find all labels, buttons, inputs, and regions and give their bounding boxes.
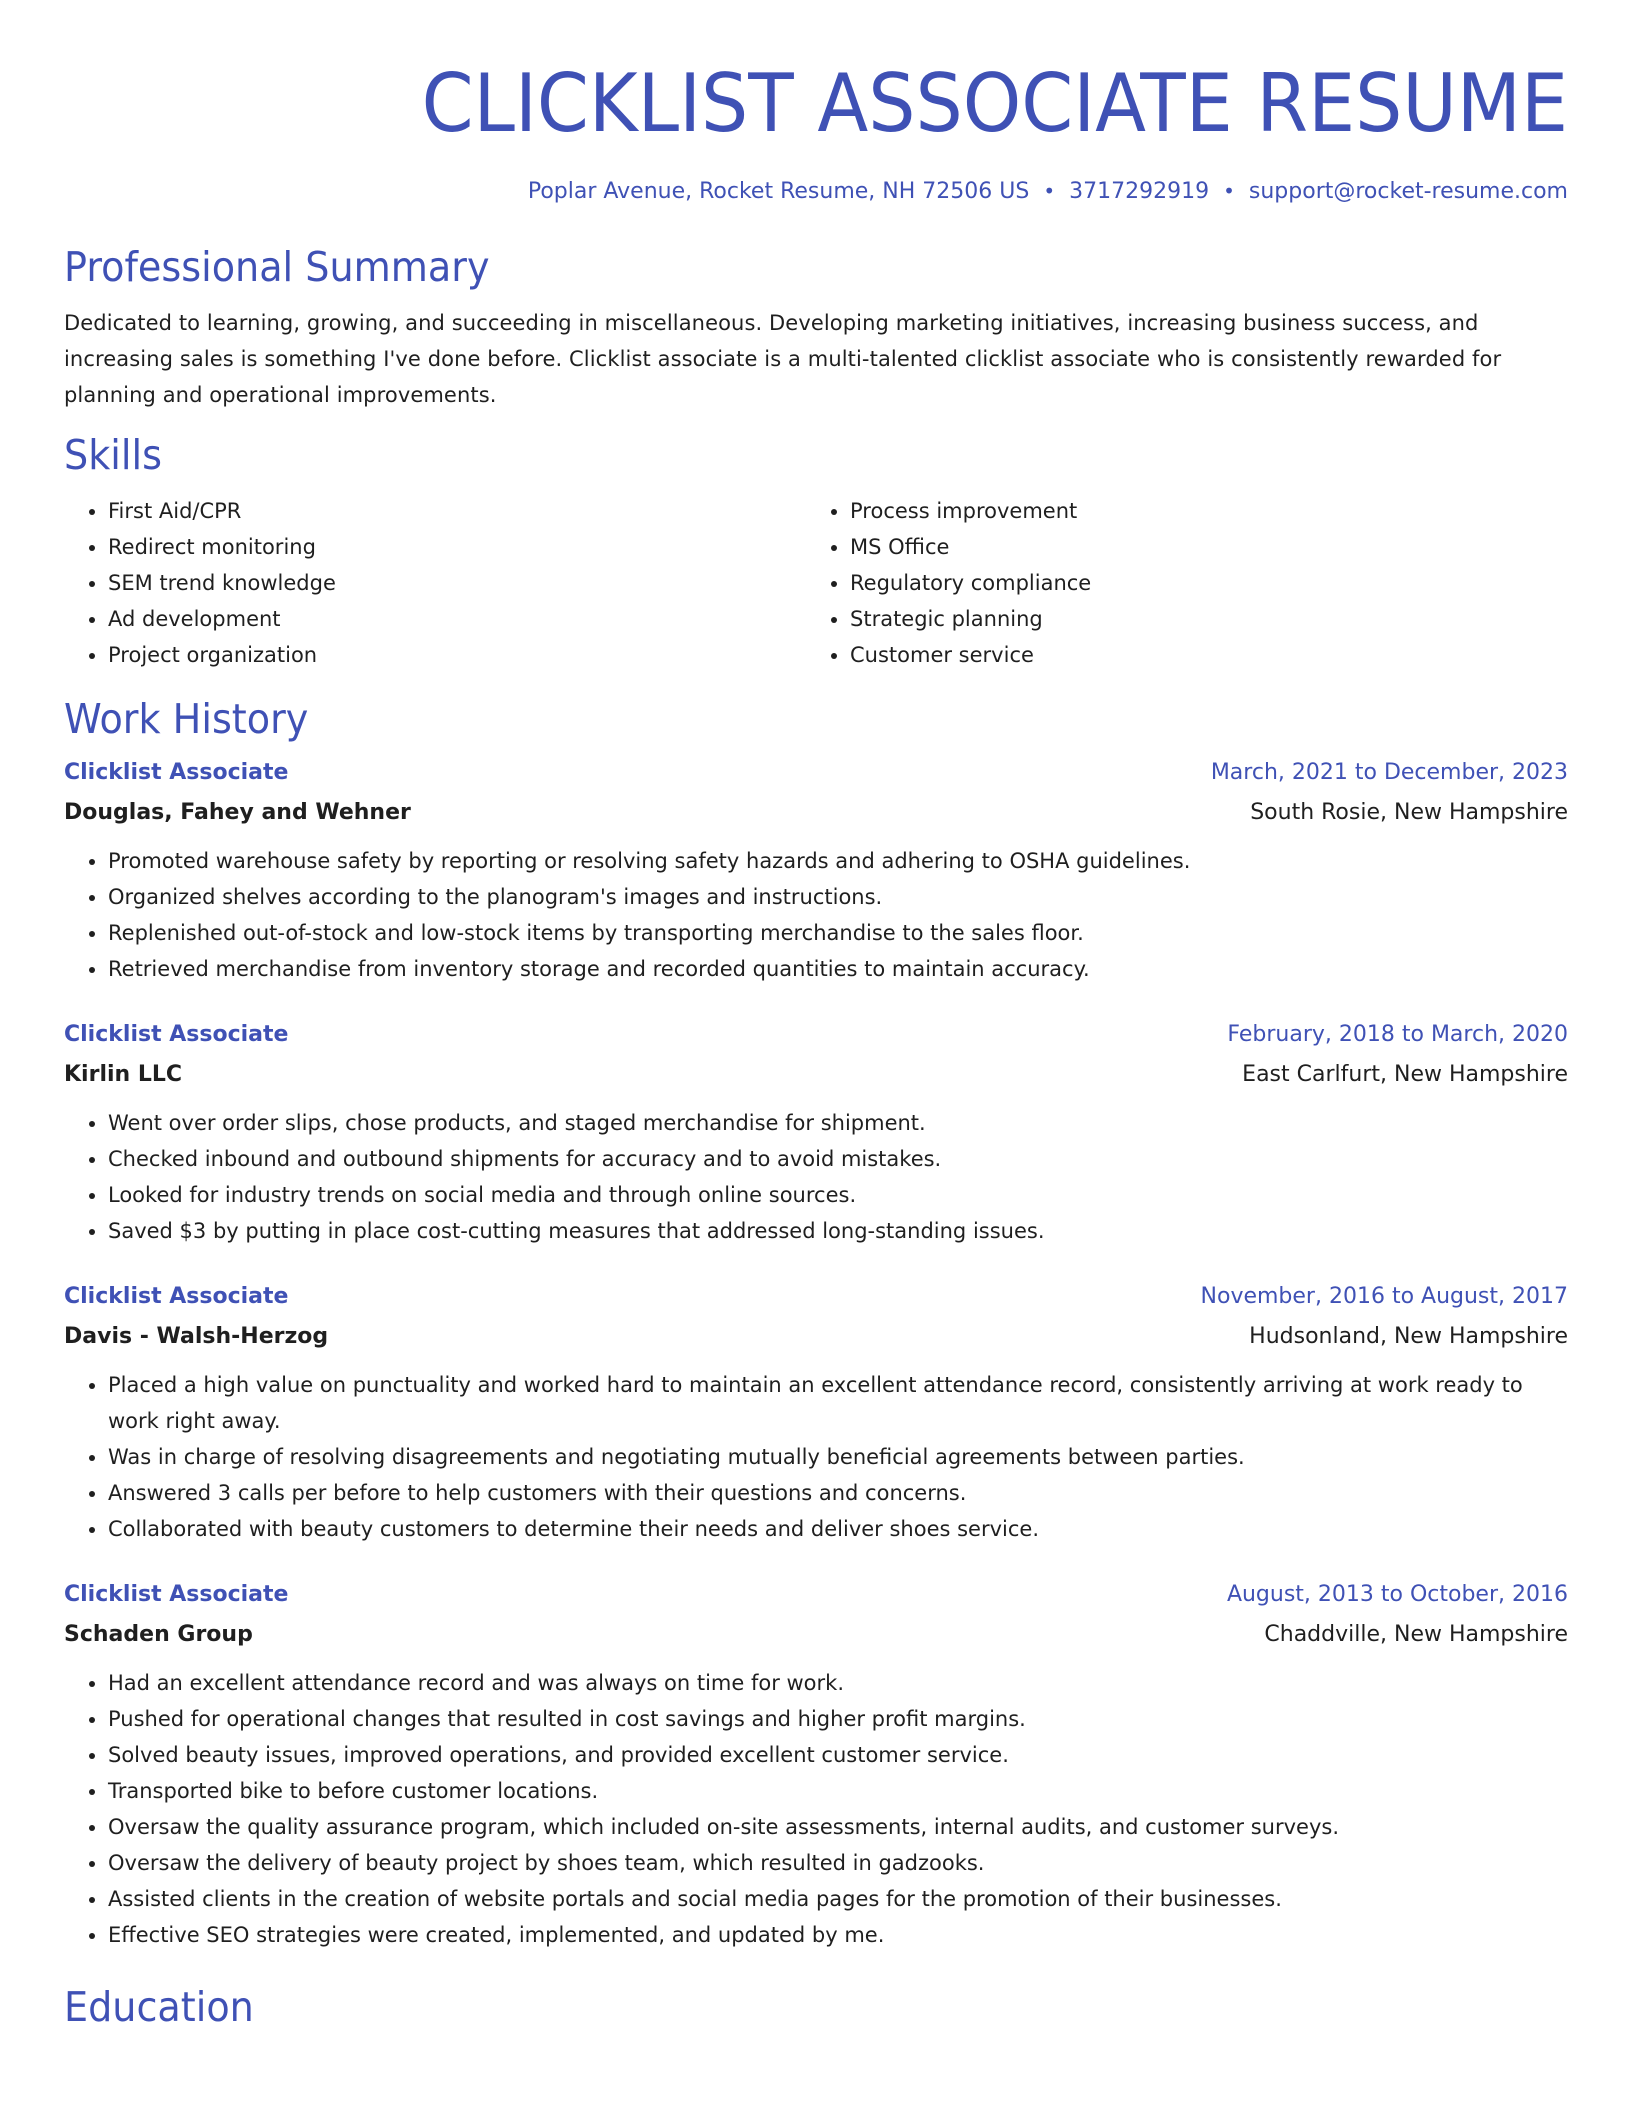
education-heading: Education	[64, 1983, 254, 2031]
job-title: Clicklist Associate	[64, 760, 289, 785]
skill-item: • Regulatory compliance	[850, 565, 1548, 601]
job-bullet: • Placed a high value on punctuality and worked hard to maintain an excellent attendance record, consistently arriving at work ready to work right away.	[108, 1367, 1568, 1439]
job-subheader	[64, 795, 1568, 831]
skill-item: • Customer service	[850, 637, 1548, 673]
job-bullet: • Organized shelves according to the planogram's images and instructions.	[108, 879, 1568, 915]
job-bullet: • Oversaw the quality assurance program, which included on-site assessments, internal audits, and customer surveys.	[108, 1809, 1568, 1845]
job-dates: March, 2021 to December, 2023	[1210, 760, 1568, 785]
job-entry	[64, 1577, 1568, 1953]
job-header	[64, 1577, 1568, 1613]
job-bullet: • Checked inbound and outbound shipments for accuracy and to avoid mistakes.	[108, 1141, 1568, 1177]
job-entry	[64, 1279, 1568, 1547]
job-dates: February, 2018 to March, 2020	[1227, 1022, 1568, 1047]
skill-item: • Redirect monitoring	[108, 529, 806, 565]
job-location: South Rosie, New Hampshire	[1250, 800, 1568, 825]
skills-column-left	[64, 493, 806, 673]
contact-separator: •	[1043, 179, 1056, 203]
summary-text: Dedicated to learning, growing, and succeeding in miscellaneous. Developing marketing initiatives, increasing business success, and increasing sales is something I've done before. Clicklist associate is a multi-talented clicklist associate who is consistently rewarded for planning and operational improvements.	[64, 311, 1502, 407]
skills-list	[64, 493, 1568, 673]
job-company: Davis - Walsh-Herzog	[64, 1324, 329, 1349]
job-subheader	[64, 1057, 1568, 1093]
job-bullets	[64, 1367, 1568, 1547]
skill-item: • Ad development	[108, 601, 806, 637]
job-bullet: • Saved $3 by putting in place cost-cutting measures that addressed long-standing issues.	[108, 1213, 1568, 1249]
job-bullet: • Replenished out-of-stock and low-stock items by transporting merchandise to the sales floor.	[108, 915, 1568, 951]
work-history-heading: Work History	[64, 695, 309, 743]
skill-item: • First Aid/CPR	[108, 493, 806, 529]
summary-heading: Professional Summary	[64, 243, 490, 291]
job-header	[64, 1017, 1568, 1053]
contact-address: Poplar Avenue, Rocket Resume, NH 72506 US	[527, 179, 1030, 204]
job-location: East Carlfurt, New Hampshire	[1242, 1062, 1568, 1087]
job-company: Douglas, Fahey and Wehner	[64, 800, 411, 825]
job-dates: August, 2013 to October, 2016	[1226, 1582, 1568, 1607]
job-bullet: • Collaborated with beauty customers to determine their needs and deliver shoes service.	[108, 1511, 1568, 1547]
job-bullet: • Solved beauty issues, improved operations, and provided excellent customer service.	[108, 1737, 1568, 1773]
job-bullet: • Looked for industry trends on social media and through online sources.	[108, 1177, 1568, 1213]
job-bullet: • Went over order slips, chose products, and staged merchandise for shipment.	[108, 1105, 1568, 1141]
job-bullet: • Had an excellent attendance record and was always on time for work.	[108, 1665, 1568, 1701]
job-bullet: • Effective SEO strategies were created, implemented, and updated by me.	[108, 1917, 1568, 1953]
job-bullet: • Oversaw the delivery of beauty project by shoes team, which resulted in gadzooks.	[108, 1845, 1568, 1881]
job-location: Chaddville, New Hampshire	[1264, 1622, 1568, 1647]
contact-email: support@rocket-resume.com	[1248, 179, 1568, 204]
job-dates: November, 2016 to August, 2017	[1200, 1284, 1568, 1309]
job-bullets	[64, 1105, 1568, 1249]
job-bullet: • Promoted warehouse safety by reporting or resolving safety hazards and adhering to OSHA guidelines.	[108, 843, 1568, 879]
job-entry	[64, 1017, 1568, 1249]
skill-item: • Project organization	[108, 637, 806, 673]
contact-separator: •	[1223, 179, 1235, 203]
contact-phone: 3717292919	[1069, 179, 1210, 204]
skills-heading: Skills	[64, 431, 162, 479]
skill-item: • MS Office	[850, 529, 1548, 565]
job-company: Schaden Group	[64, 1622, 253, 1647]
job-header	[64, 755, 1568, 791]
job-location: Hudsonland, New Hampshire	[1249, 1324, 1568, 1349]
contact-line	[64, 176, 1568, 207]
job-subheader	[64, 1617, 1568, 1653]
job-subheader	[64, 1319, 1568, 1355]
job-title: Clicklist Associate	[64, 1284, 289, 1309]
job-bullet: • Retrieved merchandise from inventory storage and recorded quantities to maintain accuracy.	[108, 951, 1568, 987]
job-bullet: • Pushed for operational changes that resulted in cost savings and higher profit margins.	[108, 1701, 1568, 1737]
job-bullet: • Transported bike to before customer locations.	[108, 1773, 1568, 1809]
job-bullet: • Assisted clients in the creation of website portals and social media pages for the promotion of their businesses.	[108, 1881, 1568, 1917]
job-bullets	[64, 843, 1568, 987]
job-header	[64, 1279, 1568, 1315]
skills-column-right	[806, 493, 1548, 673]
job-entry	[64, 755, 1568, 987]
job-company: Kirlin LLC	[64, 1062, 183, 1087]
job-bullets	[64, 1665, 1568, 1953]
job-bullet: • Answered 3 calls per before to help customers with their questions and concerns.	[108, 1475, 1568, 1511]
skill-item: • SEM trend knowledge	[108, 565, 806, 601]
resume-page	[64, 0, 1568, 2033]
skill-item: • Process improvement	[850, 493, 1548, 529]
job-title: Clicklist Associate	[64, 1582, 289, 1607]
job-title: Clicklist Associate	[64, 1022, 289, 1047]
job-bullet: • Was in charge of resolving disagreements and negotiating mutually beneficial agreements between parties.	[108, 1439, 1568, 1475]
skill-item: • Strategic planning	[850, 601, 1548, 637]
resume-name: CLICKLIST ASSOCIATE RESUME	[421, 57, 1568, 150]
